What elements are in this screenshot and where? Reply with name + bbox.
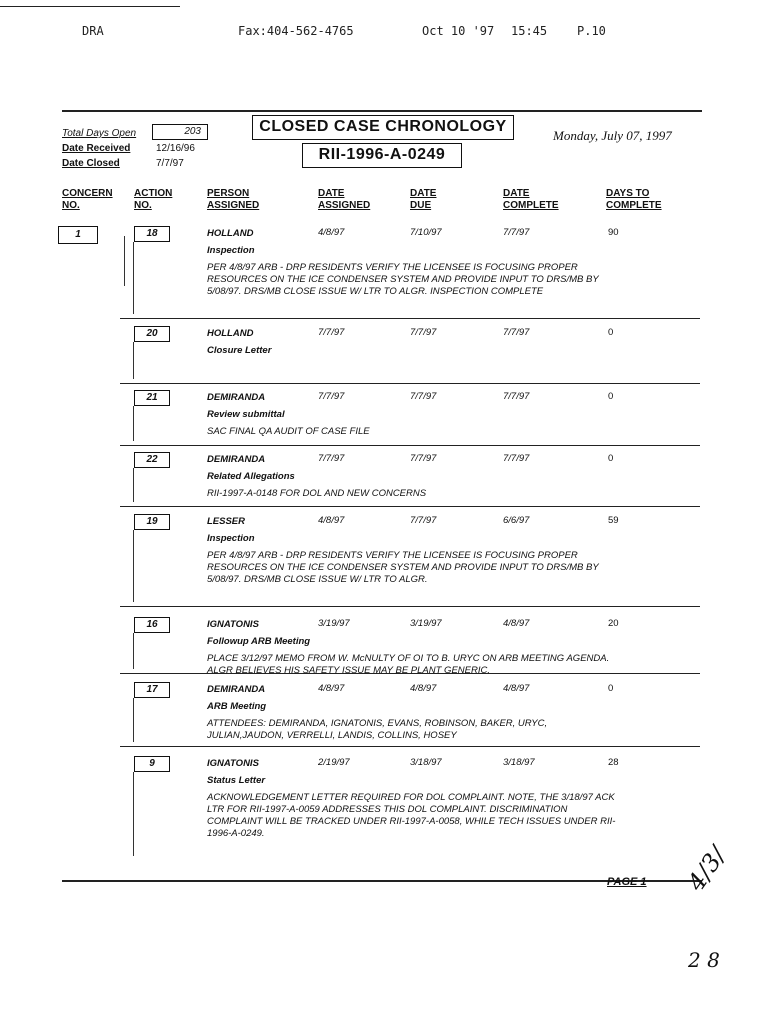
total-days-open-label: Total Days Open — [62, 128, 137, 139]
action-description-line: ACKNOWLEDGEMENT LETTER REQUIRED FOR DOL COMPLAINT. NOTE, THE 3/18/97 ACK — [207, 792, 615, 803]
date-complete: 6/6/97 — [503, 515, 530, 526]
action-type: Inspection — [207, 245, 255, 256]
col-date-complete — [503, 188, 559, 212]
days-to-complete: 28 — [608, 757, 619, 768]
action-description-line: RII-1997-A-0148 FOR DOL AND NEW CONCERNS — [207, 488, 427, 499]
fax-number: Fax:404-562-4765 — [238, 24, 354, 38]
date-received-value: 12/16/96 — [156, 143, 195, 154]
date-assigned: 4/8/97 — [318, 227, 345, 238]
col-person-line2: ASSIGNED — [207, 200, 260, 211]
col-days-line1: DAYS TO — [606, 188, 650, 199]
col-concern-line2: NO. — [62, 200, 80, 211]
col-date-due — [410, 188, 436, 212]
date-complete: 7/7/97 — [503, 453, 530, 464]
col-action — [134, 188, 172, 212]
days-to-complete: 90 — [608, 227, 619, 238]
date-complete: 7/7/97 — [503, 391, 530, 402]
page-number: PAGE 1 — [607, 876, 647, 888]
date-due: 7/10/97 — [410, 227, 442, 238]
action-number-box: 22 — [134, 452, 170, 468]
person-assigned: HOLLAND — [207, 328, 254, 339]
action-description-line: PER 4/8/97 ARB - DRP RESIDENTS VERIFY THE LICENSEE IS FOCUSING PROPER — [207, 550, 578, 561]
report-title: CLOSED CASE CHRONOLOGY — [252, 115, 514, 140]
date-assigned: 7/7/97 — [318, 391, 345, 402]
date-complete: 4/8/97 — [503, 618, 530, 629]
date-due: 7/7/97 — [410, 327, 437, 338]
fax-page: P.10 — [577, 24, 606, 38]
action-number-box: 19 — [134, 514, 170, 530]
col-date-assigned-line2: ASSIGNED — [318, 200, 371, 211]
person-assigned: IGNATONIS — [207, 758, 259, 769]
person-assigned: LESSER — [207, 516, 246, 527]
action-description-line: RESOURCES ON THE ICE CONDENSER SYSTEM AND PROVIDE INPUT TO DRS/MB BY — [207, 562, 599, 573]
col-date-due-line1: DATE — [410, 188, 437, 199]
col-action-line2: NO. — [134, 200, 152, 211]
date-received-label: Date Received — [62, 143, 131, 154]
action-description-line: 5/08/97. DRS/MB CLOSE ISSUE W/ LTR TO ALGR. INSPECTION COMPLETE — [207, 286, 544, 297]
action-number-box: 21 — [134, 390, 170, 406]
date-due: 7/7/97 — [410, 515, 437, 526]
days-to-complete: 20 — [608, 618, 619, 629]
person-assigned: IGNATONIS — [207, 619, 259, 630]
date-assigned: 2/19/97 — [318, 757, 350, 768]
action-description-line: JULIAN,JAUDON, VERRELLI, LANDIS, COLLINS, HOSEY — [207, 730, 457, 741]
days-to-complete: 0 — [608, 391, 614, 402]
col-action-line1: ACTION — [134, 188, 173, 199]
date-closed-value: 7/7/97 — [156, 158, 184, 169]
days-to-complete: 59 — [608, 515, 619, 526]
date-complete: 4/8/97 — [503, 683, 530, 694]
days-to-complete: 0 — [608, 683, 614, 694]
action-description-line: SAC FINAL QA AUDIT OF CASE FILE — [207, 426, 370, 437]
col-days-to-complete — [606, 188, 662, 212]
action-type: Closure Letter — [207, 345, 272, 356]
date-assigned: 7/7/97 — [318, 453, 345, 464]
action-number-box: 20 — [134, 326, 170, 342]
date-assigned: 4/8/97 — [318, 683, 345, 694]
date-complete: 3/18/97 — [503, 757, 535, 768]
fax-time: 15:45 — [511, 24, 548, 38]
col-date-complete-line1: DATE — [503, 188, 530, 199]
col-date-assigned — [318, 188, 370, 212]
date-due: 4/8/97 — [410, 683, 437, 694]
date-assigned: 3/19/97 — [318, 618, 350, 629]
date-assigned: 4/8/97 — [318, 515, 345, 526]
action-description-line: ATTENDEES: DEMIRANDA, IGNATONIS, EVANS, ROBINSON, BAKER, URYC, — [207, 718, 548, 729]
action-number-box: 9 — [134, 756, 170, 772]
handwritten-date: 4/3/ — [682, 841, 732, 897]
action-description-line: RESOURCES ON THE ICE CONDENSER SYSTEM AND PROVIDE INPUT TO DRS/MB BY — [207, 274, 599, 285]
action-description-line: PER 4/8/97 ARB - DRP RESIDENTS VERIFY THE LICENSEE IS FOCUSING PROPER — [207, 262, 578, 273]
date-due: 3/18/97 — [410, 757, 442, 768]
action-description-line: LTR FOR RII-1997-A-0059 ADDRESSES THIS DOL COMPLAINT. DISCRIMINATION — [207, 804, 568, 815]
date-due: 7/7/97 — [410, 453, 437, 464]
action-type: Review submittal — [207, 409, 285, 420]
action-number-box: 16 — [134, 617, 170, 633]
action-description-line: PLACE 3/12/97 MEMO FROM W. McNULTY OF OI TO B. URYC ON ARB MEETING AGENDA. — [207, 653, 610, 664]
total-days-open-box — [152, 124, 208, 140]
date-due: 7/7/97 — [410, 391, 437, 402]
col-date-due-line2: DUE — [410, 200, 432, 211]
date-assigned: 7/7/97 — [318, 327, 345, 338]
report-date: Monday, July 07, 1997 — [553, 128, 672, 143]
fax-origin: DRA — [82, 24, 104, 38]
total-days-open-value: 203 — [184, 126, 201, 137]
col-person-line1: PERSON — [207, 188, 250, 199]
person-assigned: DEMIRANDA — [207, 454, 266, 465]
action-type: Followup ARB Meeting — [207, 636, 311, 647]
person-assigned: HOLLAND — [207, 228, 254, 239]
col-concern — [62, 188, 113, 212]
date-due: 3/19/97 — [410, 618, 442, 629]
action-description-line: 1996-A-0249. — [207, 828, 265, 839]
days-to-complete: 0 — [608, 327, 614, 338]
action-description-line: ALGR BELIEVES HIS SAFETY ISSUE MAY BE PLANT GENERIC. — [207, 665, 490, 676]
case-number: RII-1996-A-0249 — [302, 143, 462, 168]
action-description-line: COMPLAINT WILL BE TRACKED UNDER RII-1997-A-0058, WHILE TECH ISSUES UNDER RII- — [207, 816, 616, 827]
col-date-assigned-line1: DATE — [318, 188, 345, 199]
days-to-complete: 0 — [608, 453, 614, 464]
action-number-box: 17 — [134, 682, 170, 698]
fax-date: Oct 10 '97 — [422, 24, 495, 38]
action-type: Status Letter — [207, 775, 266, 786]
col-concern-line1: CONCERN — [62, 188, 113, 199]
person-assigned: DEMIRANDA — [207, 392, 266, 403]
person-assigned: DEMIRANDA — [207, 684, 266, 695]
col-person — [207, 188, 259, 212]
action-description-line: 5/08/97. DRS/MB CLOSE ISSUE W/ LTR TO ALGR. — [207, 574, 428, 585]
action-number-box: 18 — [134, 226, 170, 242]
col-date-complete-line2: COMPLETE — [503, 200, 559, 211]
handwritten-number: 2 8 — [688, 948, 720, 972]
action-type: ARB Meeting — [207, 701, 267, 712]
date-closed-label: Date Closed — [62, 158, 120, 169]
date-complete: 7/7/97 — [503, 327, 530, 338]
col-days-line2: COMPLETE — [606, 200, 662, 211]
action-type: Related Allegations — [207, 471, 295, 482]
concern-number: 1 — [58, 226, 98, 244]
action-type: Inspection — [207, 533, 255, 544]
date-complete: 7/7/97 — [503, 227, 530, 238]
